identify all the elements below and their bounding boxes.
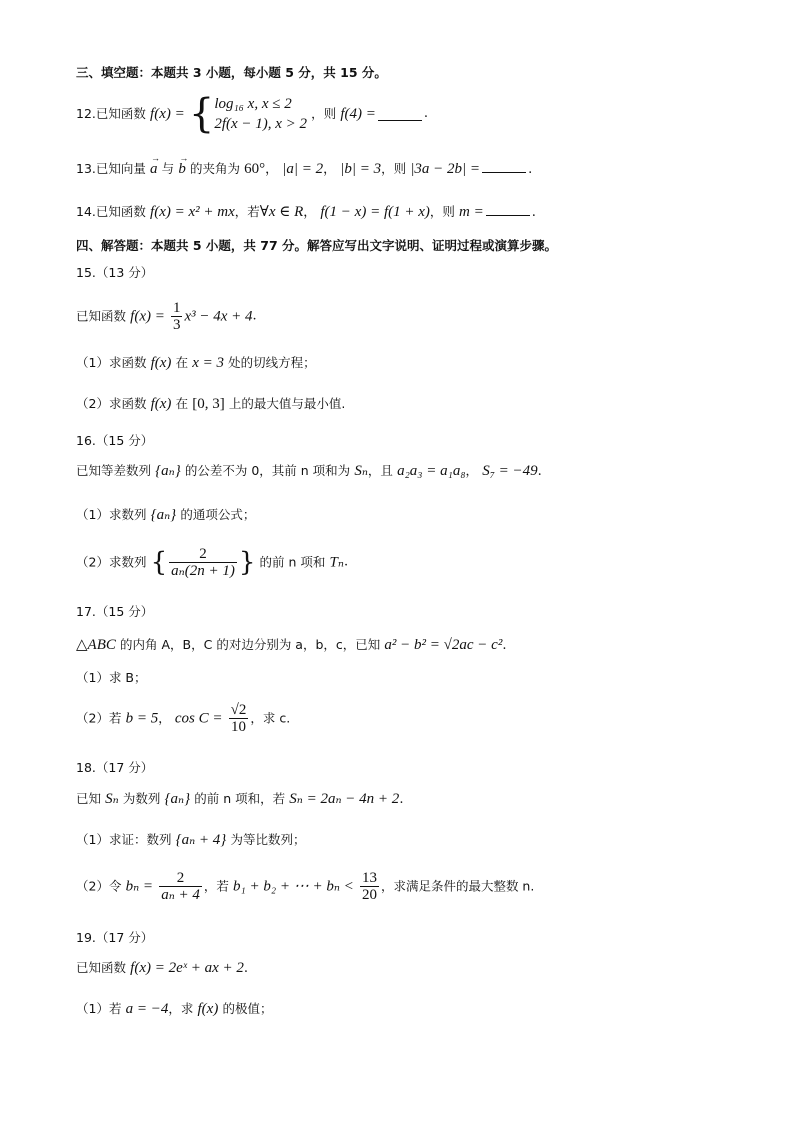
q14-answer-blank[interactable] bbox=[486, 203, 530, 216]
q16-p1-a: （1）求数列 bbox=[76, 507, 147, 522]
q18-stem-eq: Sₙ = 2aₙ − 4n + 2 bbox=[289, 791, 400, 807]
q15-p1-c: 处的切线方程； bbox=[228, 355, 316, 370]
q17-p2-c: ， bbox=[158, 710, 171, 726]
q17-triangle: △ABC bbox=[76, 637, 116, 653]
q16-stem-an: {aₙ} bbox=[155, 463, 181, 479]
q18-p2-num: 2 bbox=[159, 870, 202, 887]
q18-stem-a: 已知 bbox=[76, 791, 102, 806]
q15-p1-fx: f(x) bbox=[150, 355, 172, 371]
q17-head: 17.（15 分） bbox=[76, 604, 154, 619]
q15-part2 bbox=[76, 395, 345, 414]
q17-p2-num: √2 bbox=[230, 702, 247, 718]
q14-mid1: ，若 bbox=[234, 204, 260, 219]
q15-stem bbox=[76, 300, 257, 334]
q13-end: . bbox=[528, 162, 533, 177]
q12-case2: 2f(x − 1), x > 2 bbox=[214, 116, 308, 132]
q17-p2-d: ，求 c. bbox=[250, 710, 291, 726]
q18-p1-a: （1）求证：数列 bbox=[76, 832, 172, 847]
q12-piecewise bbox=[214, 94, 307, 134]
q18-head: 18.（17 分） bbox=[76, 760, 154, 775]
q17-stem-end: . bbox=[502, 638, 507, 653]
q12-end: . bbox=[423, 106, 428, 121]
q14-cond: f(1 − x) = f(1 + x) bbox=[320, 204, 430, 220]
section4-title: 四、解答题：本题共 5 小题，共 77 分。解答应写出文字说明、证明过程或演算步骤。 bbox=[76, 238, 558, 253]
q17-p2-fraction bbox=[229, 702, 249, 735]
question-12 bbox=[76, 91, 428, 138]
q18-stem-end: . bbox=[399, 792, 404, 807]
q13-prefix: 13.已知向量 bbox=[76, 161, 146, 176]
q13-ask: |3a − 2b| = bbox=[410, 161, 481, 177]
q16-head: 16.（15 分） bbox=[76, 433, 154, 448]
q18-p2-fraction bbox=[159, 870, 202, 903]
q15-stem-fx: f(x) = bbox=[130, 308, 165, 325]
q13-vec-b: → b bbox=[178, 160, 186, 178]
q13-cond2: |b| = 3 bbox=[340, 161, 382, 177]
q15-frac-den: 3 bbox=[172, 317, 181, 333]
q19-part1 bbox=[76, 1000, 272, 1019]
q16-stem bbox=[76, 462, 542, 481]
q16-stem-end: . bbox=[537, 464, 542, 479]
q12-fx: f(x) = bbox=[150, 106, 185, 122]
q17-stem-a: 的内角 A，B，C 的对边分别为 a，b，c，已知 bbox=[120, 637, 381, 652]
q19-p1-cond: a = −4 bbox=[125, 1001, 169, 1017]
q18-stem-an: {aₙ} bbox=[164, 791, 191, 807]
q16-p1-an: {aₙ} bbox=[150, 507, 177, 523]
q18-p2-b: ，若 bbox=[203, 878, 229, 894]
q16-stem-a: 已知等差数列 bbox=[76, 463, 152, 478]
q18-p2-den2: 20 bbox=[361, 887, 377, 903]
q16-p2-b: 的前 n 项和 bbox=[259, 554, 326, 570]
q13-cond1: |a| = 2 bbox=[282, 161, 324, 177]
q15-p1-b: 在 bbox=[175, 355, 189, 370]
q16-p2-num: 2 bbox=[169, 546, 237, 563]
q17-part2 bbox=[76, 702, 290, 742]
q16-part1 bbox=[76, 506, 255, 525]
q14-end: . bbox=[531, 205, 536, 220]
q15-p2-a: （2）求函数 bbox=[76, 396, 147, 411]
q16-p2-a: （2）求数列 bbox=[76, 554, 147, 570]
q16-stem-c: ，且 bbox=[367, 463, 393, 478]
q16-stem-d: ， bbox=[465, 463, 479, 478]
q13-angle: 60° bbox=[244, 161, 266, 177]
q15-p1-x: x = 3 bbox=[192, 355, 224, 371]
q16-stem-sn: Sₙ bbox=[354, 463, 368, 479]
q13-and: 与 bbox=[161, 161, 175, 176]
q14-forall: ∀x ∈ R bbox=[259, 204, 304, 220]
q13-then: ，则 bbox=[381, 161, 407, 176]
q19-p1-fx: f(x) bbox=[197, 1001, 219, 1017]
q18-stem bbox=[76, 790, 403, 809]
q19-p1-a: （1）若 bbox=[76, 1001, 122, 1016]
q19-stem-a: 已知函数 bbox=[76, 960, 127, 975]
q18-p1-seq: {aₙ + 4} bbox=[175, 832, 227, 848]
question-14: 14.已知函数 f(x) = x² + mx，若∀x ∈ R， f(1 − x) = f(1 + x)，则 m = . bbox=[76, 204, 536, 220]
q15-p2-fx: f(x) bbox=[150, 396, 172, 412]
q16-p1-b: 的通项公式； bbox=[180, 507, 256, 522]
q18-p2-a: （2）令 bbox=[76, 878, 122, 894]
q18-part2 bbox=[76, 870, 534, 910]
q15-p2-interval: [0, 3] bbox=[192, 396, 225, 412]
q15-head: 15.（13 分） bbox=[76, 265, 154, 280]
q19-p1-c: 的极值； bbox=[222, 1001, 273, 1016]
q18-stem-sn: Sₙ bbox=[105, 791, 119, 807]
q18-p2-c: ，求满足条件的最大整数 n. bbox=[380, 878, 535, 894]
q15-frac-num: 1 bbox=[172, 300, 181, 316]
q17-p2-b: b = 5 bbox=[125, 710, 159, 727]
q15-stem-rest: x³ − 4x + 4 bbox=[184, 308, 253, 325]
q17-part1: （1）求 B； bbox=[76, 670, 147, 685]
q12-prefix: 12.已知函数 bbox=[76, 106, 146, 121]
q18-p2-fraction2 bbox=[360, 870, 379, 903]
q16-stem-cond: a₂a₃ = a₁a₈ bbox=[397, 463, 466, 479]
q16-p2-tn: Tₙ bbox=[329, 554, 344, 571]
q16-stem-b: 的公差不为 0，其前 n 项和为 bbox=[184, 463, 351, 478]
q12-answer-blank[interactable] bbox=[378, 108, 422, 121]
q19-stem bbox=[76, 959, 248, 978]
q19-head: 19.（17 分） bbox=[76, 930, 154, 945]
q14-fx: f(x) = x² + mx bbox=[150, 204, 235, 220]
q18-p2-bn: bₙ = bbox=[125, 878, 154, 895]
q14-then: ，则 bbox=[429, 204, 455, 219]
q15-stem-prefix: 已知函数 bbox=[76, 308, 127, 324]
q19-stem-fx: f(x) = 2eˣ + ax + 2 bbox=[130, 960, 244, 976]
q12-brace: { bbox=[188, 91, 215, 137]
q16-p2-den: aₙ(2n + 1) bbox=[171, 563, 235, 579]
q17-p2-a: （2）若 bbox=[76, 710, 122, 726]
q16-stem-s7: S₇ = −49 bbox=[482, 463, 538, 479]
q15-p2-c: 上的最大值与最小值. bbox=[228, 396, 346, 411]
q18-part1 bbox=[76, 831, 305, 850]
q14-ask: m = bbox=[459, 204, 484, 220]
q19-stem-end: . bbox=[243, 961, 249, 976]
q18-p2-den: aₙ + 4 bbox=[161, 887, 200, 903]
q18-p2-num2: 13 bbox=[361, 870, 377, 886]
q15-p1-a: （1）求函数 bbox=[76, 355, 147, 370]
q12-ask: f(4) = bbox=[340, 106, 376, 122]
q18-p2-sum: b₁ + b₂ + ⋯ + bₙ < bbox=[233, 878, 354, 895]
section3-title: 三、填空题：本题共 3 小题，每小题 5 分，共 15 分。 bbox=[76, 65, 387, 80]
q15-fraction bbox=[171, 300, 183, 333]
q17-stem-eq: a² − b² = √2ac − c² bbox=[384, 637, 503, 653]
q17-p2-den: 10 bbox=[231, 719, 246, 735]
question-13: 13.已知向量 → a 与 → b 的夹角为 60°， |a| = 2， |b| = 3，则 |3a − 2b| = . bbox=[76, 160, 532, 179]
q14-prefix: 14.已知函数 bbox=[76, 204, 146, 219]
q12-case1: log₁₆ x, x ≤ 2 bbox=[214, 96, 292, 112]
q17-p2-cos: cos C = bbox=[174, 710, 223, 727]
q15-part1 bbox=[76, 354, 316, 373]
q16-p2-end: . bbox=[343, 554, 349, 570]
q16-p2-lbrace: { bbox=[150, 547, 168, 578]
q18-p1-b: 为等比数列； bbox=[230, 832, 306, 847]
q15-stem-end: . bbox=[252, 308, 257, 324]
q18-stem-b: 为数列 bbox=[122, 791, 161, 806]
q17-stem bbox=[76, 636, 506, 655]
q18-stem-c: 的前 n 项和，若 bbox=[194, 791, 286, 806]
q16-p2-rbrace: } bbox=[238, 547, 256, 578]
q12-middle: ，则 bbox=[311, 106, 337, 121]
q16-part2 bbox=[76, 546, 348, 586]
q13-vec-a: → a bbox=[150, 160, 158, 178]
q16-p2-fraction bbox=[169, 546, 237, 579]
q15-p2-b: 在 bbox=[175, 396, 189, 411]
q19-p1-b: ，求 bbox=[168, 1001, 194, 1016]
q13-answer-blank[interactable] bbox=[482, 160, 526, 173]
q13-angle-text: 的夹角为 bbox=[189, 161, 240, 176]
